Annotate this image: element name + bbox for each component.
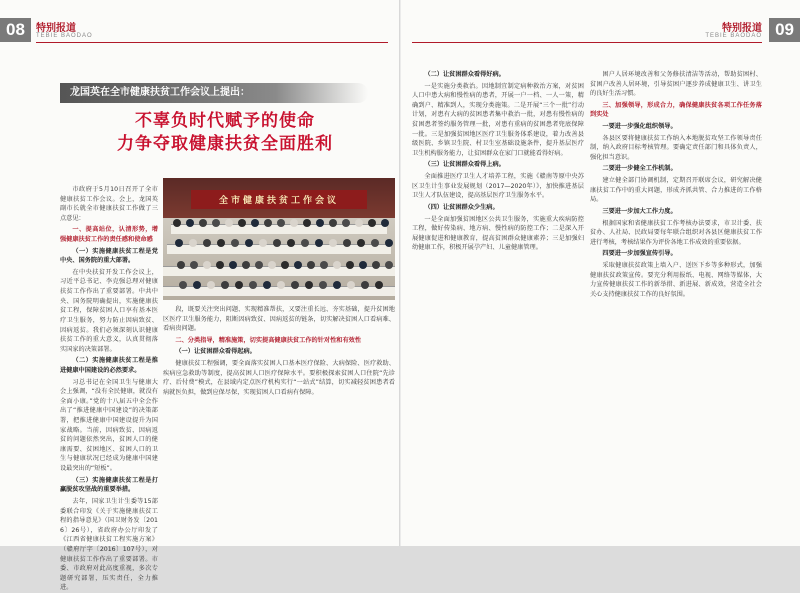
audience-member [303, 219, 311, 227]
audience-member [179, 281, 187, 289]
audience-member [320, 261, 328, 269]
right-section-title: 特别报道 [722, 23, 762, 34]
audience-member [333, 261, 341, 269]
audience-member [277, 219, 285, 227]
audience-member [231, 239, 239, 247]
audience-member [207, 281, 215, 289]
audience-member [290, 219, 298, 227]
body-paragraph: 在中央扶贫开发工作会议上，习近平总书记、李克强总理对健康扶贫工作作出了重要部署。中共中央、国务院明确提出，实施健康扶贫工程，保障贫困人口享有基本医疗卫生服务，努力防止因病致贫、因病返贫。我们必须深刻认识健康扶贫工作的重大意义，认真贯彻落实国家的决策部署。 [60, 268, 158, 353]
audience-member [281, 261, 289, 269]
audience-member [361, 281, 369, 289]
headline-line-2: 力争夺取健康扶贫全面胜利 [117, 134, 333, 154]
audience-member [225, 219, 233, 227]
audience-member [229, 261, 237, 269]
headline-banner: 龙国英在全市健康扶贫工作会议上提出： [60, 83, 368, 103]
section-heading: 三、加强领导，形成合力，确保健康扶贫各项工作任务落到实处 [590, 101, 762, 119]
audience-member [238, 219, 246, 227]
left-section-title: 特别报道 [36, 23, 76, 34]
audience-member [221, 281, 229, 289]
audience-member [268, 261, 276, 269]
audience-member [355, 219, 363, 227]
subsection-heading: 二要进一步健全工作机制。 [602, 165, 677, 173]
subsection-heading: 一要进一步强化组织领导。 [602, 123, 677, 131]
audience-member [277, 281, 285, 289]
audience-member [212, 219, 220, 227]
article-column-4 [590, 70, 762, 535]
subsection-heading: （三）实施健康扶贫工程是打赢脱贫攻坚战的重要举措。 [60, 476, 158, 494]
audience-member [264, 219, 272, 227]
page-gutter [399, 0, 401, 546]
photo-stage-banner: 全市健康扶贫工作会议 [191, 190, 367, 209]
subsection-heading: （三）让贫困群众看得上病。 [424, 161, 505, 169]
audience-member [316, 219, 324, 227]
audience-member [385, 261, 393, 269]
subsection-heading: （一）让贫困群众看得起病。 [175, 348, 256, 356]
audience-member [329, 239, 337, 247]
section-heading: 一、提高站位，认清形势，增强健康扶贫工作的责任感和使命感 [60, 226, 158, 244]
right-header-rule [412, 42, 762, 43]
article-column-2 [163, 305, 395, 530]
audience-member [203, 261, 211, 269]
audience-member [319, 281, 327, 289]
audience-member [372, 261, 380, 269]
subsection-heading: （二）让贫困群众看得好病。 [424, 71, 505, 78]
body-paragraph: 健康扶贫工程强调，要全面落实贫困人口基本医疗保险、大病保险、医疗救助、疾病应急救助等制度，提高贫困人口医疗保障水平。要积极探索贫困人口住院“先诊疗、后付费”模式，在县域内定点医疗机构实行“一站式”结算，切实减轻贫困患者看病就医负担，做到应保尽保，实现贫困人口看病有保障。 [163, 360, 395, 396]
subsection-heading: （二）实施健康扶贫工程是推进健康中国建设的必然要求。 [60, 357, 158, 374]
audience-member [291, 281, 299, 289]
subsection-heading: 三要进一步加大工作力度。 [602, 207, 677, 215]
body-paragraph: 各县区要将健康扶贫工作纳入本地脱贫攻坚工作领导责任制，纳入政府目标考核管理。要确定责任部门和具体负责人，强化担当意识。 [590, 134, 762, 161]
audience-member [193, 281, 201, 289]
audience-member [368, 219, 376, 227]
audience-member [357, 239, 365, 247]
subsection-heading: （一）实施健康扶贫工程是党中央、国务院的重大部署。 [60, 247, 158, 265]
audience-member [217, 239, 225, 247]
audience-member [186, 219, 194, 227]
audience-member [315, 239, 323, 247]
subsection-heading: 四要进一步加强宣传引导。 [602, 250, 677, 258]
audience-member [175, 239, 183, 247]
body-paragraph: 全面推进医疗卫生人才培养工程，实施《赣南等原中央苏区卫生计生事业发展规划（2017—2020年）》，加快推进基层卫生人才队伍建设，提高基层医疗卫生服务水平。 [412, 173, 584, 200]
body-paragraph: 一是全面加强贫困地区公共卫生服务，实施重大疾病防控工程，做好传染病、地方病、慢性病的防控工作；二是深入开展健康促进和健康教育，提高贫困群众健康素养；三是加强妇幼健康工作，积极开展孕产妇、儿童健康管理。 [412, 215, 584, 252]
audience-member [263, 281, 271, 289]
audience-member [216, 261, 224, 269]
subsection-heading: （四）让贫困群众少生病。 [424, 203, 499, 211]
audience-member [235, 281, 243, 289]
audience-member [329, 219, 337, 227]
audience-member [245, 239, 253, 247]
section-heading: 二、分类指导，精准施策，切实提高健康扶贫工作的针对性和有效性 [175, 336, 362, 344]
audience-member [343, 239, 351, 247]
audience-member [375, 281, 383, 289]
audience-member [346, 261, 354, 269]
body-paragraph: 习总书记在全国卫生与健康大会上强调，“没有全民健康，就没有全面小康。”党的十八届五中全会作出了“推进健康中国建设”的决策部署，把推进健康中国建设提升为国家战略。当前，因病致贫、因病返贫的问题依然突出，贫困人口的健康需要、贫困地区、贫困人口的卫生与健康状况已经成为健康中国建设最突出的“短板”。 [60, 378, 158, 473]
right-section-en: TEBIE BAODAO [705, 33, 762, 39]
body-paragraph: 市政府于5月10日召开了全市健康扶贫工作会议。会上，龙国英副市长就全市健康扶贫工作做了三点意见： [60, 186, 158, 222]
audience-member [305, 281, 313, 289]
audience-member [259, 239, 267, 247]
right-page-number: 09 [769, 18, 800, 42]
audience-member [251, 219, 259, 227]
audience-member [203, 239, 211, 247]
audience-member [249, 281, 257, 289]
article-column-1 [60, 185, 158, 592]
audience-member [371, 239, 379, 247]
audience-member [255, 261, 263, 269]
left-page-number: 08 [0, 18, 31, 42]
body-paragraph: 采取健康扶贫政策上墙入户、送医下乡等多种形式，加强健康扶贫政策宣传。要充分利用报纸、电视、网络等媒体，大力宣传健康扶贫工作的新举措、新进展、新成效，营造全社会关心支持健康扶贫工作的良好氛围。 [590, 261, 762, 298]
left-section-en: TEBIE BAODAO [36, 33, 93, 39]
audience-member [307, 261, 315, 269]
audience-member [173, 219, 181, 227]
left-header-rule [36, 42, 388, 43]
audience-member [190, 261, 198, 269]
audience-member [381, 219, 389, 227]
photo-hall [163, 218, 395, 300]
audience-member [301, 239, 309, 247]
audience-member [385, 239, 393, 247]
audience-member [287, 239, 295, 247]
article-column-3 [412, 70, 584, 535]
audience-member [199, 219, 207, 227]
headline-line-1: 不辜负时代赋予的使命 [135, 111, 315, 131]
photo-stage [163, 178, 395, 218]
audience-member [177, 261, 185, 269]
audience-member [333, 281, 341, 289]
meeting-photo [163, 178, 395, 300]
audience-member [347, 281, 355, 289]
audience-member [273, 239, 281, 247]
audience-member [359, 261, 367, 269]
body-paragraph: 根据国家和省健康扶贫工作考核办法要求，市卫计委、扶贫办、人社局、民政局要每年联合组织对各县区健康扶贫工作进行考核，考核结果作为评价各地工作成效的重要依据。 [590, 219, 762, 246]
body-paragraph: 困户人居环境改善和父务修扶清洁等活动，帮助贫困村、贫困户改善人居环境，引导贫困户逐步养成健康卫生、讲卫生的良好生活习惯。 [590, 71, 762, 98]
audience-member [294, 261, 302, 269]
audience-member [342, 219, 350, 227]
body-paragraph: 段，既要关注突出问题、实现精准帮扶，又要注重长远、夯实基础，提升贫困地区医疗卫生服务能力，阻断因病致贫、因病返贫的链条，切实解决贫困人口看病难、看病贵问题。 [163, 306, 395, 333]
body-paragraph: 建立健全部门协调机制，定期召开联席会议，研究解决健康扶贫工作中的重大问题，形成齐抓共管、合力推进的工作格局。 [590, 177, 762, 204]
body-paragraph: 去年，国家卫生计生委等15部委联合印发《关于实施健康扶贫工程的指导意见》（国卫财务发〔2016〕26号），省政府办公厅印发了《江西省健康扶贫工程实施方案》（赣府厅字〔2016〕107号），对健康扶贫工作作出了重要部署。市委、市政府对此高度重视，多次专题研究部署，压实责任，全力推进。 [60, 497, 158, 592]
body-paragraph: 一是实施分类救治。因地制宜制定病种救治方案，对贫困人口中患大病和慢性病的患者，开展一户一档、一人一策，精确到户、精准到人，实现分类施策。二是开展“三个一批”行动计划，对患有大病的贫困患者集中救治一批，对患有慢性病的贫困患者签约服务管理一批，对患有重病的贫困患者兜底保障一批。三是加强贫困地区医疗卫生服务体系建设，着力改善县级医院、乡镇卫生院、村卫生室基础设施条件，提升基层医疗卫生机构服务能力，让贫困群众在家门口就能看得好病。 [412, 82, 584, 157]
audience-member [242, 261, 250, 269]
audience-member [189, 239, 197, 247]
